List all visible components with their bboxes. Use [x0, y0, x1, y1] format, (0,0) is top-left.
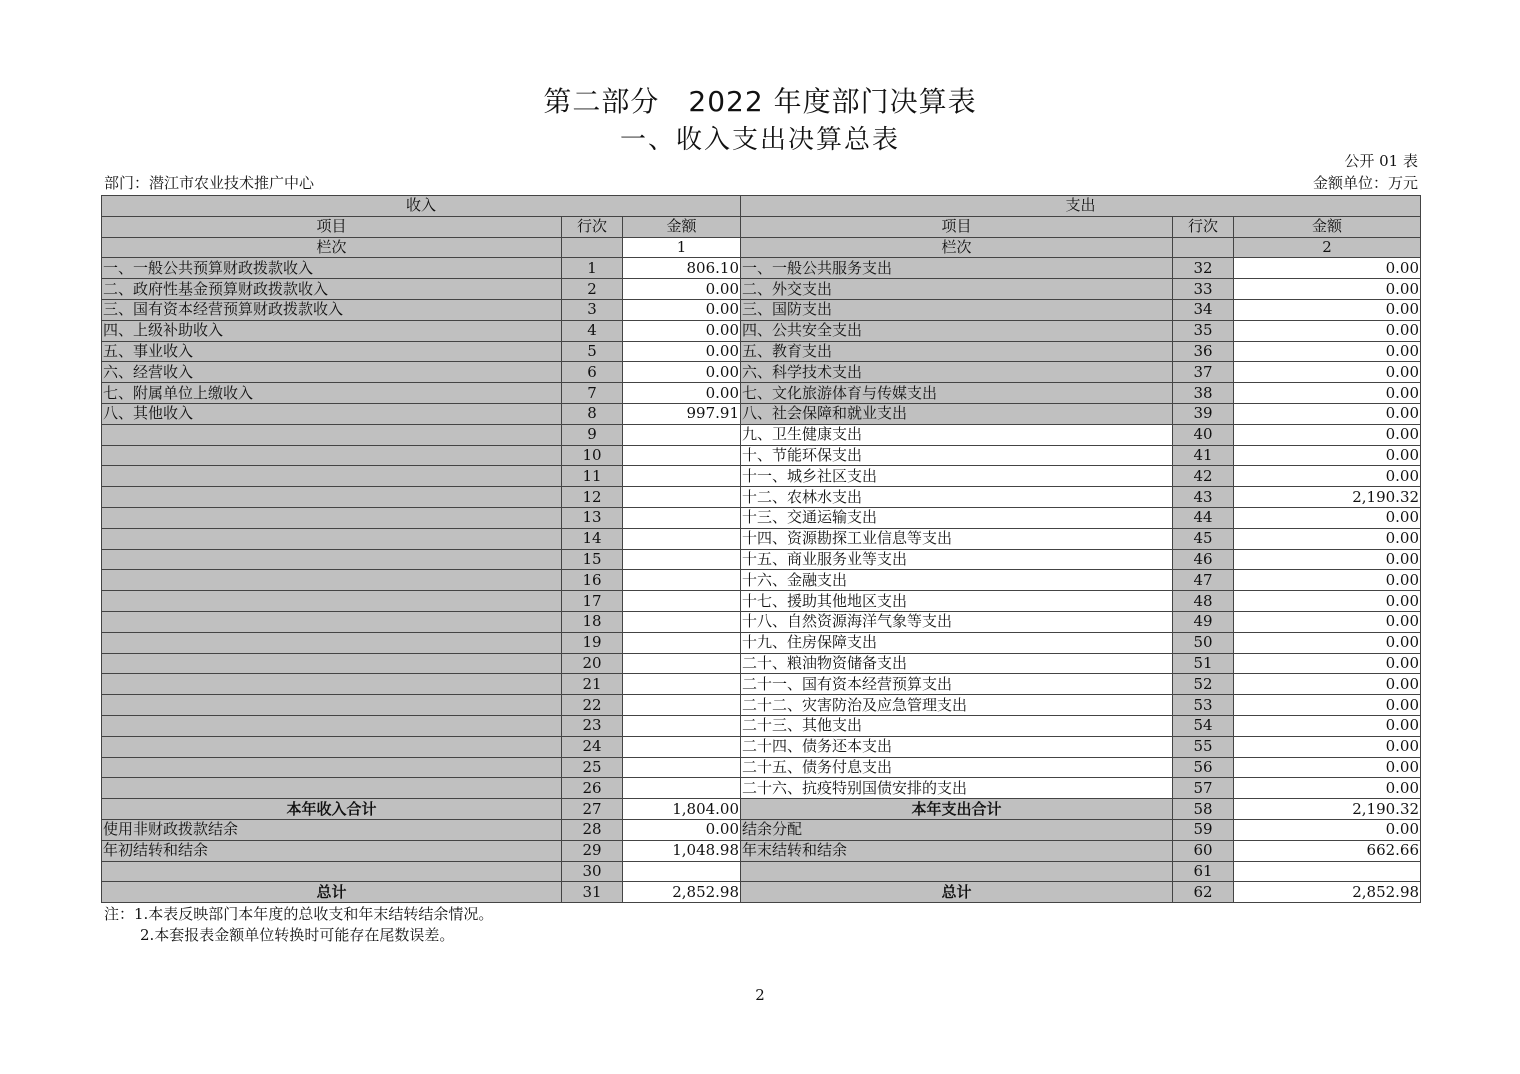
expense-item: 九、卫生健康支出 — [741, 424, 1173, 445]
expense-amount: 0.00 — [1234, 611, 1421, 632]
expense-amount: 0.00 — [1234, 445, 1421, 466]
income-item-header: 项目 — [102, 216, 562, 237]
expense-item: 八、社会保障和就业支出 — [741, 403, 1173, 424]
table-row — [102, 403, 1421, 424]
income-row-number: 6 — [562, 362, 623, 383]
expense-amount: 0.00 — [1234, 424, 1421, 445]
expense-item: 七、文化旅游体育与传媒支出 — [741, 383, 1173, 404]
income-amount: 0.00 — [623, 299, 741, 320]
income-item — [102, 507, 562, 528]
income-row-number: 9 — [562, 424, 623, 445]
income-amount — [623, 570, 741, 591]
income-item: 八、其他收入 — [102, 403, 562, 424]
expense-row-number: 36 — [1173, 341, 1234, 362]
income-row-number: 31 — [562, 882, 623, 903]
page-number: 2 — [755, 986, 765, 1004]
table-row — [102, 861, 1421, 882]
income-item — [102, 653, 562, 674]
expense-item-header: 项目 — [741, 216, 1173, 237]
income-item: 六、经营收入 — [102, 362, 562, 383]
income-row-number: 22 — [562, 695, 623, 716]
income-amount — [623, 507, 741, 528]
expense-row-number: 57 — [1173, 778, 1234, 799]
income-amount: 0.00 — [623, 279, 741, 300]
income-item — [102, 778, 562, 799]
income-item — [102, 445, 562, 466]
income-amount — [623, 778, 741, 799]
expense-item: 四、公共安全支出 — [741, 320, 1173, 341]
expense-item — [741, 861, 1173, 882]
income-row-number: 26 — [562, 778, 623, 799]
income-item — [102, 632, 562, 653]
income-rowno-header: 行次 — [562, 216, 623, 237]
expense-column-blank — [1173, 237, 1234, 258]
table-row — [102, 528, 1421, 549]
income-amount — [623, 715, 741, 736]
expense-row-number: 46 — [1173, 549, 1234, 570]
table-row — [102, 840, 1421, 861]
expense-item: 十六、金融支出 — [741, 570, 1173, 591]
expense-row-number: 43 — [1173, 487, 1234, 508]
income-row-number: 7 — [562, 383, 623, 404]
income-amount — [623, 632, 741, 653]
income-item: 本年收入合计 — [102, 799, 562, 820]
income-item — [102, 570, 562, 591]
table-row — [102, 778, 1421, 799]
table-row — [102, 715, 1421, 736]
note-2: 2.本套报表金额单位转换时可能存在尾数误差。 — [140, 926, 455, 944]
expense-row-number: 53 — [1173, 695, 1234, 716]
expense-row-number: 60 — [1173, 840, 1234, 861]
expense-amount: 0.00 — [1234, 570, 1421, 591]
income-row-number: 16 — [562, 570, 623, 591]
income-item — [102, 528, 562, 549]
table-row — [102, 424, 1421, 445]
expense-row-number: 59 — [1173, 819, 1234, 840]
income-row-number: 11 — [562, 466, 623, 487]
table-row — [102, 611, 1421, 632]
expense-item: 一、一般公共服务支出 — [741, 258, 1173, 279]
income-row-number: 30 — [562, 861, 623, 882]
income-amount: 0.00 — [623, 320, 741, 341]
income-item: 使用非财政拨款结余 — [102, 819, 562, 840]
income-amount — [623, 591, 741, 612]
expense-amount: 662.66 — [1234, 840, 1421, 861]
table-row — [102, 757, 1421, 778]
income-row-number: 19 — [562, 632, 623, 653]
expense-row-number: 55 — [1173, 736, 1234, 757]
income-row-number: 10 — [562, 445, 623, 466]
income-row-number: 23 — [562, 715, 623, 736]
expense-amount: 0.00 — [1234, 549, 1421, 570]
expense-amount: 0.00 — [1234, 736, 1421, 757]
income-column-label: 栏次 — [102, 237, 562, 258]
expense-item: 十三、交通运输支出 — [741, 507, 1173, 528]
income-amount — [623, 695, 741, 716]
header-row-sections — [102, 196, 1421, 217]
expense-row-number: 48 — [1173, 591, 1234, 612]
income-amount: 2,852.98 — [623, 882, 741, 903]
expense-amount: 0.00 — [1234, 653, 1421, 674]
expense-item: 二十一、国有资本经营预算支出 — [741, 674, 1173, 695]
income-row-number: 25 — [562, 757, 623, 778]
expense-row-number: 37 — [1173, 362, 1234, 383]
income-item — [102, 549, 562, 570]
income-item — [102, 715, 562, 736]
income-amount: 0.00 — [623, 341, 741, 362]
expense-amount: 0.00 — [1234, 383, 1421, 404]
table-notes — [104, 904, 493, 946]
income-item: 四、上级补助收入 — [102, 320, 562, 341]
income-section-header: 收入 — [102, 196, 741, 217]
expense-item: 总计 — [741, 882, 1173, 903]
expense-column-index: 2 — [1234, 237, 1421, 258]
department-label: 部门：潜江市农业技术推广中心 — [104, 174, 315, 192]
income-item: 七、附属单位上缴收入 — [102, 383, 562, 404]
income-row-number: 15 — [562, 549, 623, 570]
table-row — [102, 736, 1421, 757]
income-amount — [623, 674, 741, 695]
expense-row-number: 61 — [1173, 861, 1234, 882]
table-row — [102, 632, 1421, 653]
table-row — [102, 258, 1421, 279]
income-item: 三、国有资本经营预算财政拨款收入 — [102, 299, 562, 320]
income-expense-table — [101, 195, 1421, 903]
income-amount — [623, 424, 741, 445]
expense-row-number: 38 — [1173, 383, 1234, 404]
expense-item: 结余分配 — [741, 819, 1173, 840]
income-amount — [623, 466, 741, 487]
expense-amount: 0.00 — [1234, 632, 1421, 653]
income-row-number: 24 — [562, 736, 623, 757]
expense-item: 五、教育支出 — [741, 341, 1173, 362]
expense-amount-header: 金额 — [1234, 216, 1421, 237]
expense-item: 二十二、灾害防治及应急管理支出 — [741, 695, 1173, 716]
expense-item: 二十六、抗疫特别国债安排的支出 — [741, 778, 1173, 799]
table-row — [102, 695, 1421, 716]
expense-item: 六、科学技术支出 — [741, 362, 1173, 383]
income-column-index: 1 — [623, 237, 741, 258]
income-item: 年初结转和结余 — [102, 840, 562, 861]
expense-amount: 2,852.98 — [1234, 882, 1421, 903]
expense-amount: 0.00 — [1234, 757, 1421, 778]
expense-item: 二十三、其他支出 — [741, 715, 1173, 736]
income-amount: 1,048.98 — [623, 840, 741, 861]
table-row — [102, 570, 1421, 591]
table-row — [102, 487, 1421, 508]
income-item — [102, 487, 562, 508]
expense-amount: 0.00 — [1234, 466, 1421, 487]
expense-amount: 0.00 — [1234, 320, 1421, 341]
expense-column-label: 栏次 — [741, 237, 1173, 258]
income-item — [102, 591, 562, 612]
income-row-number: 21 — [562, 674, 623, 695]
table-title: 一、收入支出决算总表 — [619, 125, 900, 155]
table-row — [102, 819, 1421, 840]
expense-amount: 0.00 — [1234, 279, 1421, 300]
income-row-number: 18 — [562, 611, 623, 632]
income-amount — [623, 487, 741, 508]
income-item — [102, 861, 562, 882]
income-item — [102, 736, 562, 757]
expense-row-number: 42 — [1173, 466, 1234, 487]
expense-row-number: 45 — [1173, 528, 1234, 549]
income-row-number: 8 — [562, 403, 623, 424]
table-row — [102, 279, 1421, 300]
expense-row-number: 39 — [1173, 403, 1234, 424]
income-amount — [623, 445, 741, 466]
report-part-title: 第二部分 2022 年度部门决算表 — [543, 85, 977, 118]
income-item: 二、政府性基金预算财政拨款收入 — [102, 279, 562, 300]
income-amount — [623, 861, 741, 882]
form-number: 公开 01 表 — [1344, 152, 1418, 170]
income-row-number: 4 — [562, 320, 623, 341]
income-amount — [623, 528, 741, 549]
income-row-number: 5 — [562, 341, 623, 362]
expense-item: 十一、城乡社区支出 — [741, 466, 1173, 487]
table-row — [102, 591, 1421, 612]
expense-amount: 0.00 — [1234, 778, 1421, 799]
income-row-number: 20 — [562, 653, 623, 674]
expense-item: 二、外交支出 — [741, 279, 1173, 300]
expense-item: 十七、援助其他地区支出 — [741, 591, 1173, 612]
expense-row-number: 44 — [1173, 507, 1234, 528]
income-amount-header: 金额 — [623, 216, 741, 237]
expense-amount: 0.00 — [1234, 715, 1421, 736]
expense-item: 十八、自然资源海洋气象等支出 — [741, 611, 1173, 632]
income-amount: 997.91 — [623, 403, 741, 424]
expense-amount: 0.00 — [1234, 299, 1421, 320]
expense-item: 十二、农林水支出 — [741, 487, 1173, 508]
expense-amount — [1234, 861, 1421, 882]
expense-row-number: 47 — [1173, 570, 1234, 591]
expense-row-number: 54 — [1173, 715, 1234, 736]
expense-item: 十五、商业服务业等支出 — [741, 549, 1173, 570]
income-amount: 806.10 — [623, 258, 741, 279]
income-amount — [623, 757, 741, 778]
table-row — [102, 341, 1421, 362]
expense-amount: 0.00 — [1234, 362, 1421, 383]
expense-amount: 0.00 — [1234, 695, 1421, 716]
header-row-columns — [102, 216, 1421, 237]
table-row — [102, 383, 1421, 404]
income-item — [102, 466, 562, 487]
expense-item: 十九、住房保障支出 — [741, 632, 1173, 653]
income-row-number: 1 — [562, 258, 623, 279]
income-amount — [623, 611, 741, 632]
table-row — [102, 299, 1421, 320]
income-row-number: 12 — [562, 487, 623, 508]
expense-item: 二十、粮油物资储备支出 — [741, 653, 1173, 674]
income-row-number: 13 — [562, 507, 623, 528]
income-item — [102, 611, 562, 632]
income-row-number: 3 — [562, 299, 623, 320]
income-row-number: 29 — [562, 840, 623, 861]
expense-item: 十四、资源勘探工业信息等支出 — [741, 528, 1173, 549]
expense-amount: 0.00 — [1234, 819, 1421, 840]
income-item — [102, 424, 562, 445]
table-row — [102, 320, 1421, 341]
expense-row-number: 35 — [1173, 320, 1234, 341]
expense-amount: 2,190.32 — [1234, 487, 1421, 508]
expense-row-number: 34 — [1173, 299, 1234, 320]
expense-row-number: 32 — [1173, 258, 1234, 279]
income-amount: 0.00 — [623, 383, 741, 404]
table-row — [102, 507, 1421, 528]
income-item: 总计 — [102, 882, 562, 903]
income-item: 五、事业收入 — [102, 341, 562, 362]
expense-row-number: 51 — [1173, 653, 1234, 674]
income-row-number: 28 — [562, 819, 623, 840]
expense-section-header: 支出 — [741, 196, 1421, 217]
expense-row-number: 62 — [1173, 882, 1234, 903]
expense-item: 三、国防支出 — [741, 299, 1173, 320]
subtotal-row — [102, 799, 1421, 820]
table-row — [102, 653, 1421, 674]
income-amount: 0.00 — [623, 819, 741, 840]
expense-amount: 0.00 — [1234, 341, 1421, 362]
income-item — [102, 674, 562, 695]
income-row-number: 2 — [562, 279, 623, 300]
note-1: 注：1.本表反映部门本年度的总收支和年末结转结余情况。 — [104, 905, 494, 923]
income-item: 一、一般公共预算财政拨款收入 — [102, 258, 562, 279]
expense-row-number: 49 — [1173, 611, 1234, 632]
table-row — [102, 466, 1421, 487]
expense-rowno-header: 行次 — [1173, 216, 1234, 237]
total-row — [102, 882, 1421, 903]
expense-row-number: 56 — [1173, 757, 1234, 778]
expense-amount: 0.00 — [1234, 591, 1421, 612]
table-row — [102, 362, 1421, 383]
expense-row-number: 50 — [1173, 632, 1234, 653]
table-row — [102, 445, 1421, 466]
expense-row-number: 40 — [1173, 424, 1234, 445]
header-row-column-index — [102, 237, 1421, 258]
income-amount — [623, 653, 741, 674]
expense-item: 十、节能环保支出 — [741, 445, 1173, 466]
expense-amount: 0.00 — [1234, 528, 1421, 549]
income-row-number: 27 — [562, 799, 623, 820]
expense-item: 年末结转和结余 — [741, 840, 1173, 861]
expense-amount: 0.00 — [1234, 674, 1421, 695]
expense-amount: 0.00 — [1234, 507, 1421, 528]
amount-unit-label: 金额单位：万元 — [1312, 174, 1418, 192]
expense-row-number: 52 — [1173, 674, 1234, 695]
income-row-number: 17 — [562, 591, 623, 612]
income-item — [102, 757, 562, 778]
income-amount: 0.00 — [623, 362, 741, 383]
expense-row-number: 41 — [1173, 445, 1234, 466]
income-amount — [623, 736, 741, 757]
table-row — [102, 674, 1421, 695]
income-item — [102, 695, 562, 716]
expense-row-number: 58 — [1173, 799, 1234, 820]
expense-row-number: 33 — [1173, 279, 1234, 300]
table-row — [102, 549, 1421, 570]
expense-amount: 2,190.32 — [1234, 799, 1421, 820]
income-column-blank — [562, 237, 623, 258]
income-row-number: 14 — [562, 528, 623, 549]
income-amount — [623, 549, 741, 570]
expense-amount: 0.00 — [1234, 403, 1421, 424]
expense-item: 二十四、债务还本支出 — [741, 736, 1173, 757]
income-amount: 1,804.00 — [623, 799, 741, 820]
expense-item: 本年支出合计 — [741, 799, 1173, 820]
expense-amount: 0.00 — [1234, 258, 1421, 279]
expense-item: 二十五、债务付息支出 — [741, 757, 1173, 778]
